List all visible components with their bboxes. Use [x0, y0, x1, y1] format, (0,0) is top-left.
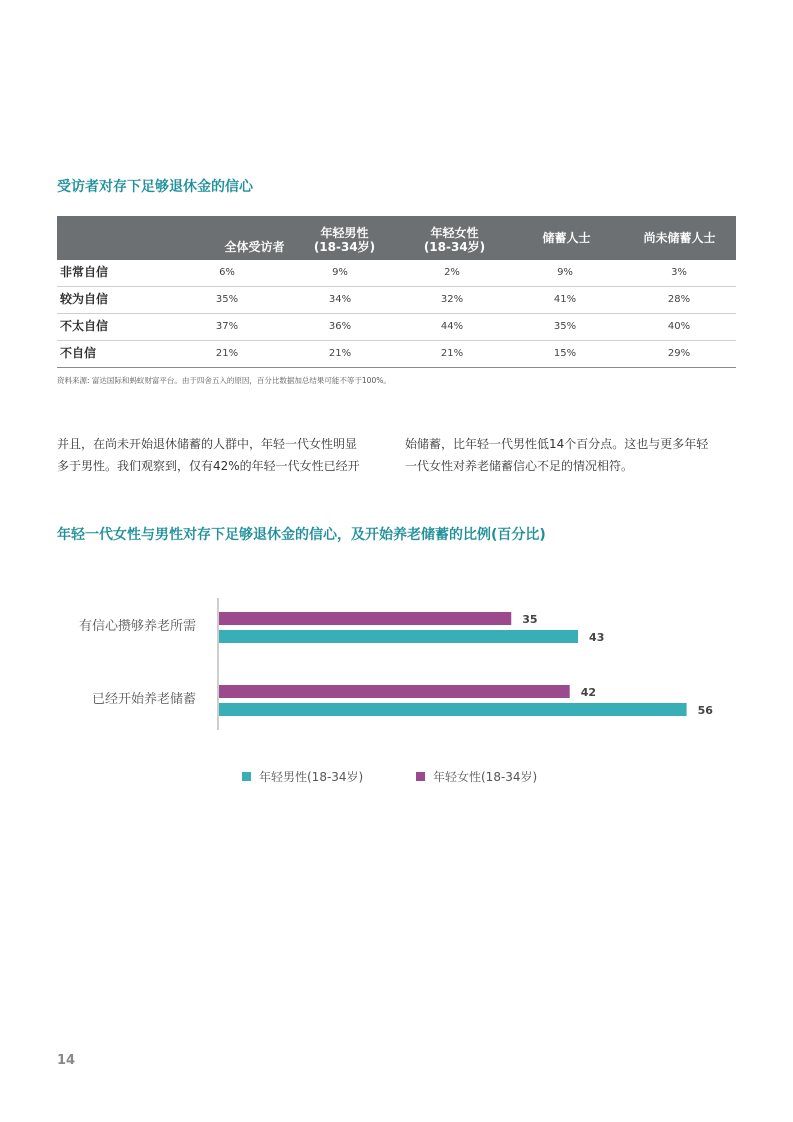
table-cell: 41% [553, 294, 577, 305]
category-label: 已经开始养老储蓄 [91, 692, 196, 707]
table-cell: 6% [219, 267, 235, 278]
page-number: 14 [57, 1053, 76, 1068]
chart-title: 年轻一代女性与男性对存下足够退休金的信心，及开始养老储蓄的比例(百分比) [57, 527, 546, 543]
table-row [57, 341, 736, 368]
table-cell: 36% [328, 321, 352, 332]
header-label: 尚未储蓄人士 [643, 231, 716, 245]
paragraph-line: 并且，在尚未开始退休储蓄的人群中，年轻一代女性明显 [57, 437, 358, 451]
paragraph-column-1 [57, 433, 389, 477]
table-header [57, 216, 736, 260]
bar-female [219, 685, 570, 698]
table-cell: 9% [332, 267, 348, 278]
header-label: 全体受访者 [224, 240, 285, 254]
table-cell: 34% [328, 294, 352, 305]
table-row [57, 260, 736, 287]
legend-swatch-female [416, 772, 425, 781]
bar-chart [0, 580, 793, 800]
bar-value-label: 35 [522, 613, 538, 626]
table-cell: 29% [667, 348, 691, 359]
bar-value-label: 43 [589, 631, 605, 644]
table-cell: 15% [553, 348, 577, 359]
header-label: 年轻男性 [320, 226, 369, 240]
row-label: 较为自信 [60, 292, 109, 306]
bar-male [219, 703, 687, 716]
legend-swatch-male [242, 772, 251, 781]
legend-label: 年轻男性(18-34岁) [259, 770, 364, 784]
bar-value-label: 56 [697, 704, 713, 717]
legend-label: 年轻女性(18-34岁) [433, 770, 538, 784]
chart-marks [79, 612, 713, 717]
table-row [57, 314, 736, 341]
table-cell: 9% [557, 267, 573, 278]
bar-female [219, 612, 511, 625]
table-cell: 21% [440, 348, 464, 359]
header-label: 年轻女性 [430, 226, 479, 240]
table-cell: 21% [328, 348, 352, 359]
paragraph-line: 多于男性。我们观察到，仅有42%的年轻一代女性已经开 [57, 459, 360, 473]
category-label: 有信心攒够养老所需 [78, 619, 196, 634]
header-label: 储蓄人士 [542, 231, 591, 245]
table-cell: 37% [215, 321, 239, 332]
table-cell: 2% [444, 267, 460, 278]
row-label: 非常自信 [60, 265, 109, 279]
row-label: 不自信 [60, 346, 97, 360]
row-label: 不太自信 [60, 319, 109, 333]
legend-item-female [416, 768, 537, 785]
table-cell: 3% [671, 267, 687, 278]
legend-item-male [242, 768, 363, 785]
header-sublabel: (18-34岁) [313, 240, 376, 254]
table-row [57, 287, 736, 314]
bar-male [219, 630, 578, 643]
table-cell: 44% [440, 321, 464, 332]
table-cell: 35% [553, 321, 577, 332]
bar-value-label: 42 [580, 686, 597, 699]
table-source-note: 资料来源: 富达国际和蚂蚁财富平台。由于四舍五入的原因，百分比数据加总结果可能不等于100%。 [57, 376, 391, 385]
paragraph-line: 始储蓄，比年轻一代男性低14个百分点。这也与更多年轻 [405, 437, 709, 451]
header-non-savers [612, 216, 747, 260]
table-cell: 32% [440, 294, 464, 305]
table-title: 受访者对存下足够退休金的信心 [57, 179, 253, 195]
table-cell: 21% [215, 348, 239, 359]
paragraph-line: 一代女性对养老储蓄信心不足的情况相符。 [405, 459, 634, 473]
header-sublabel: (18-34岁) [423, 240, 486, 254]
table-cell: 40% [667, 321, 691, 332]
table-cell: 35% [215, 294, 239, 305]
paragraph-column-2 [405, 433, 737, 477]
confidence-table [57, 216, 736, 368]
table-cell: 28% [667, 294, 691, 305]
